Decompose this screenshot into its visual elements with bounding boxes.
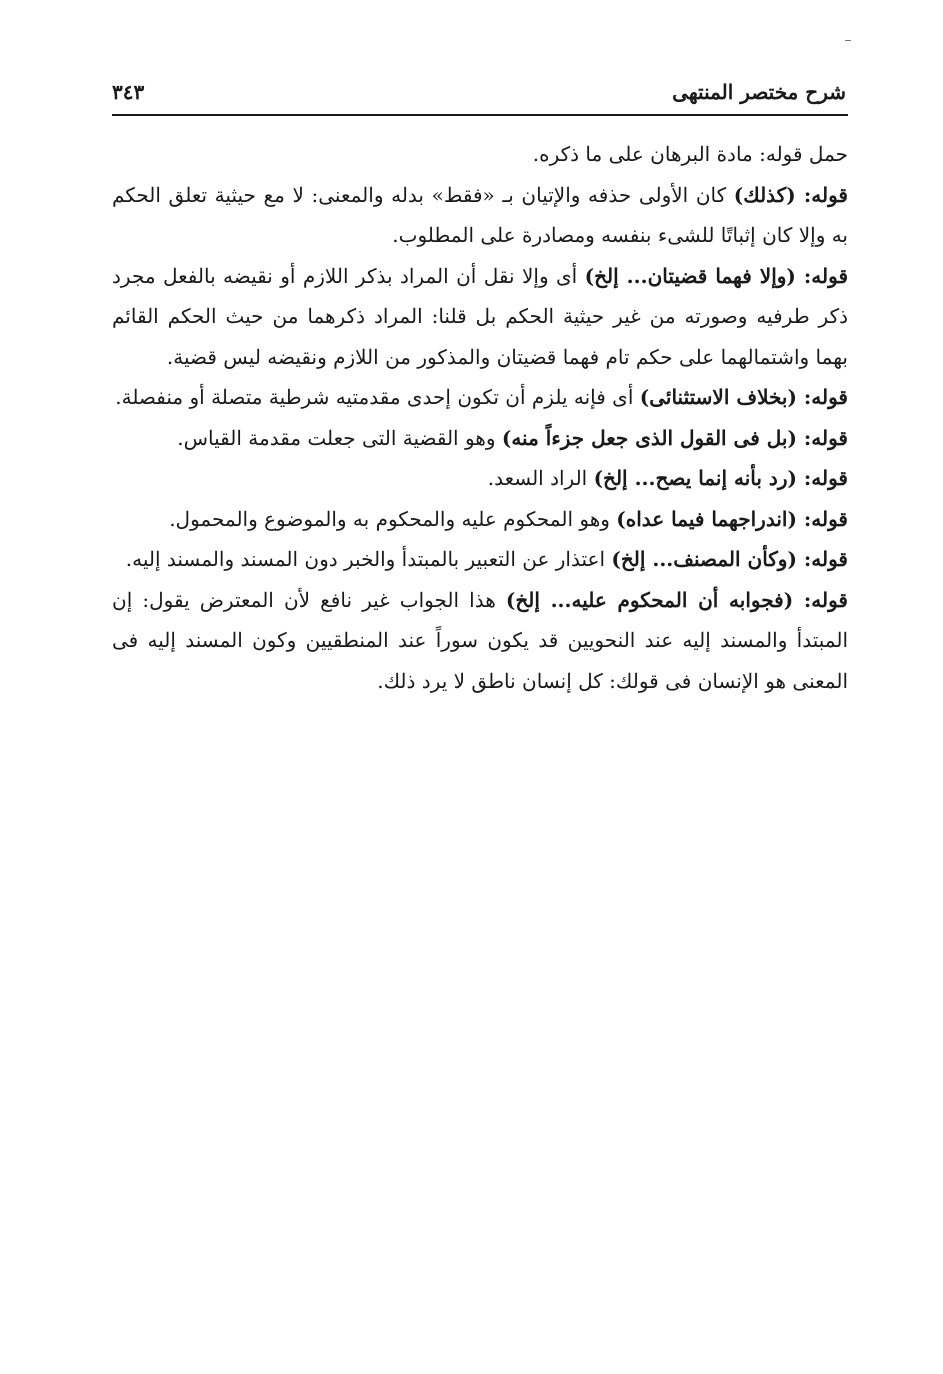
- paragraph-6: [112, 458, 848, 499]
- paragraph-text: حمل قوله: مادة البرهان على ما ذكره.: [532, 142, 848, 166]
- margin-mark: [845, 40, 851, 41]
- paragraph-text: هذا الجواب غير نافع لأن المعترض يقول: إن المبتدأ والمسند إليه عند النحويين قد يكون سوراً عند المنطقيين وكون المسند إليه فى المعنى هو الإنسان فى قولك: كل إنسان ناطق لا يرد ذلك.: [112, 587, 848, 693]
- paragraph-text: وهو المحكوم عليه والمحكوم به والموضوع والمحمول.: [169, 506, 617, 531]
- running-title: شرح مختصر المنتهى: [672, 80, 846, 104]
- paragraph-text: وهو القضية التى جعلت مقدمة القياس.: [177, 425, 502, 450]
- paragraph-lead: قوله:: [793, 587, 848, 612]
- quoted-phrase: (وكأن المصنف... إلخ): [611, 547, 797, 571]
- body-text: [112, 134, 848, 701]
- page-header: [112, 78, 846, 112]
- paragraph-3: [112, 256, 848, 378]
- paragraph-1: [112, 134, 848, 175]
- paragraph-lead: قوله:: [796, 425, 848, 450]
- paragraph-5: [112, 418, 848, 459]
- paragraph-text: أى وإلا نقل أن المراد بذكر اللازم أو نقيضه بالفعل مجرد ذكر طرفيه وصورته من غير حيثية الحكم بل قلنا: المراد ذكرهما من حيث الحكم القائم بهما واشتمالهما على حكم تام فهما قضيتان والمذكور من اللازم ونقيضه ليس قضية.: [112, 263, 848, 369]
- paragraph-9: [112, 580, 848, 702]
- paragraph-text: الراد السعد.: [487, 466, 594, 490]
- paragraph-lead: قوله:: [796, 506, 848, 531]
- quoted-phrase: (رد بأنه إنما يصح... إلخ): [593, 466, 797, 490]
- paragraph-lead: قوله:: [796, 385, 848, 409]
- quoted-phrase: (كذلك): [733, 182, 796, 207]
- quoted-phrase: (اندراجهما فيما عداه): [616, 506, 797, 531]
- paragraph-text: كان الأولى حذفه والإتيان بـ «فقط» بدله والمعنى: لا مع حيثية تعلق الحكم به وإلا كان إثباتًا للشىء بنفسه ومصادرة على المطلوب.: [112, 182, 848, 247]
- paragraph-lead: قوله:: [796, 547, 848, 571]
- paragraph-7: [112, 499, 848, 540]
- header-rule: [112, 114, 848, 116]
- quoted-phrase: (بل فى القول الذى جعل جزءاً منه): [501, 425, 797, 450]
- paragraph-lead: قوله:: [795, 263, 849, 288]
- paragraph-text: اعتذار عن التعبير بالمبتدأ والخبر دون المسند والمسند إليه.: [125, 547, 612, 571]
- paragraph-lead: قوله:: [795, 182, 848, 207]
- quoted-phrase: (وإلا فهما قضيتان... إلخ): [584, 263, 796, 288]
- page-number: ٣٤٣: [112, 80, 145, 104]
- paragraph-text: أى فإنه يلزم أن تكون إحدى مقدمتيه شرطية متصلة أو منفصلة.: [115, 385, 640, 409]
- quoted-phrase: (بخلاف الاستثنائى): [639, 385, 797, 409]
- paragraph-4: [112, 377, 848, 418]
- quoted-phrase: (فجوابه أن المحكوم عليه... إلخ): [505, 587, 794, 612]
- paragraph-8: [112, 539, 848, 580]
- paragraph-2: [112, 175, 848, 256]
- paragraph-lead: قوله:: [796, 466, 848, 490]
